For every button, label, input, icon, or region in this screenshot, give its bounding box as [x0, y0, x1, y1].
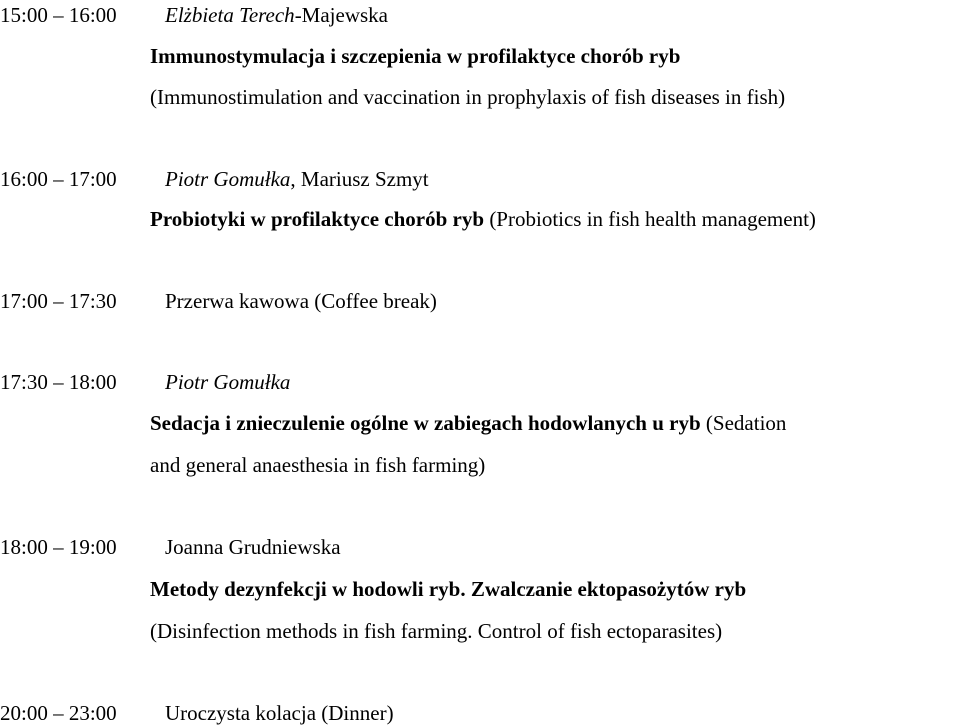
session-title-en: (Sedation	[700, 411, 787, 435]
session-4-title	[150, 410, 786, 436]
speaker-name: Piotr Gomułka	[165, 370, 291, 394]
session-5-header	[0, 534, 341, 560]
session-title: Immunostymulacja i szczepienia w profilaktyce chorób ryb	[150, 44, 681, 68]
session-time: 17:30 – 18:00	[0, 370, 117, 394]
session-2-header	[0, 166, 429, 192]
session-title: Sedacja i znieczulenie ogólne w zabiegach hodowlanych u ryb	[150, 411, 701, 435]
speaker-name-rest: , Mariusz Szmyt	[290, 167, 429, 191]
session-6-dinner	[0, 700, 394, 726]
speaker-name: Joanna Grudniewska	[165, 535, 341, 559]
session-title-en-cont: and general anaesthesia in fish farming)	[150, 453, 486, 477]
session-title-en: (Immunostimulation and vaccination in prophylaxis of fish diseases in fish)	[150, 85, 786, 109]
dinner-label: Uroczysta kolacja (Dinner)	[165, 701, 394, 725]
session-time: 15:00 – 16:00	[0, 3, 117, 27]
session-time: 18:00 – 19:00	[0, 535, 117, 559]
session-time: 16:00 – 17:00	[0, 167, 117, 191]
session-time: 20:00 – 23:00	[0, 701, 117, 725]
session-3-coffee-break	[0, 288, 437, 314]
session-4-header	[0, 369, 290, 395]
break-label: Przerwa kawowa (Coffee break)	[165, 289, 437, 313]
session-title: Metody dezynfekcji w hodowli ryb. Zwalczanie ektopasożytów ryb	[150, 577, 747, 601]
session-5-title-pl	[150, 576, 746, 602]
session-1-title-pl	[150, 43, 680, 69]
session-1-title-en	[150, 84, 785, 110]
session-title-en: (Disinfection methods in fish farming. Control of fish ectoparasites)	[150, 619, 723, 643]
session-title-en: (Probiotics in fish health management)	[484, 207, 816, 231]
speaker-name-rest: -Majewska	[294, 3, 388, 27]
session-5-title-en	[150, 618, 722, 644]
session-1-header	[0, 2, 388, 28]
session-4-title-cont	[150, 452, 485, 478]
session-title: Probiotyki w profilaktyce chorób ryb	[150, 207, 485, 231]
speaker-name: Piotr Gomułka	[165, 167, 291, 191]
session-time: 17:00 – 17:30	[0, 289, 117, 313]
session-2-title	[150, 206, 816, 232]
speaker-name: Elżbieta Terech	[165, 3, 295, 27]
